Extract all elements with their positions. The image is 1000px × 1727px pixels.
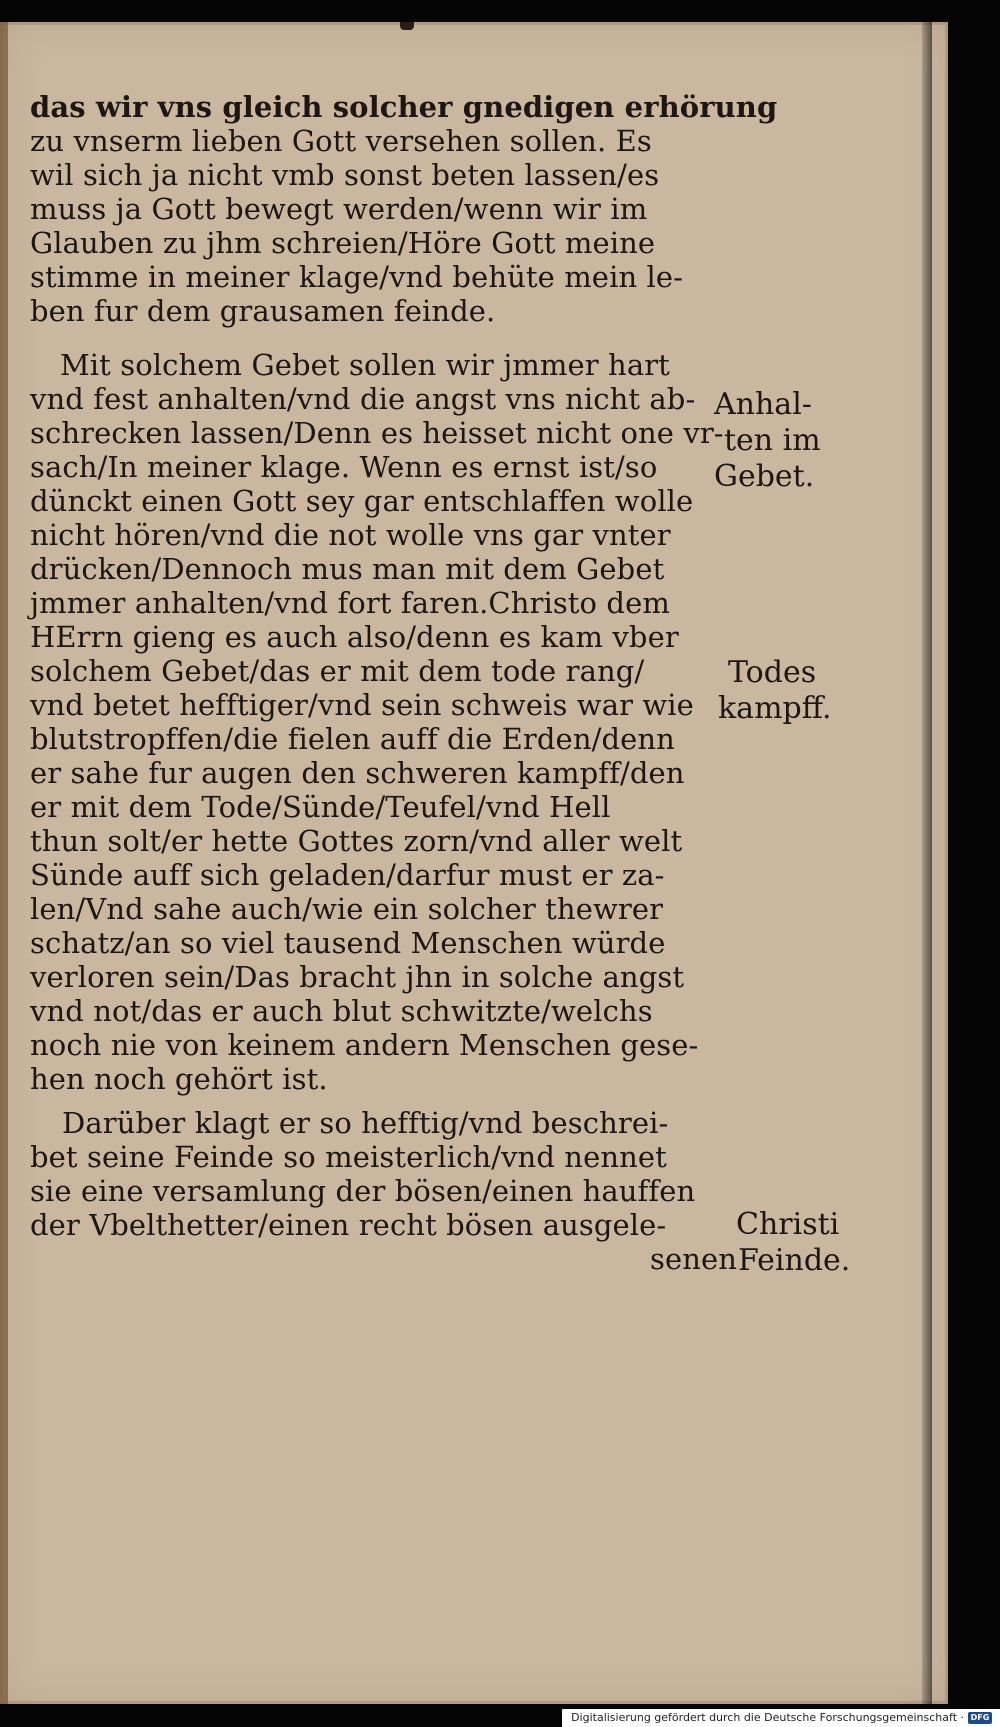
text-line: senen <box>650 1242 738 1276</box>
text-line: stimme in meiner klage/vnd behüte mein le- <box>30 260 684 294</box>
text-line: nicht hören/vnd die not wolle vns gar vnter <box>30 518 671 552</box>
margin-note: Gebet. <box>714 459 815 494</box>
scanned-page <box>0 22 948 1704</box>
margin-note: Anhal- <box>714 387 812 422</box>
text-line: jmmer anhalten/vnd fort faren.Christo dem <box>30 586 670 620</box>
page-top-mark <box>400 22 414 30</box>
margin-note: Christi <box>736 1207 840 1242</box>
margin-notes <box>714 388 914 1288</box>
text-line: HErrn gieng es auch also/denn es kam vber <box>30 620 679 654</box>
margin-note: Todes <box>728 655 817 690</box>
margin-note: ten im <box>724 423 821 458</box>
text-line: Darüber klagt er so hefftig/vnd beschrei- <box>62 1106 669 1140</box>
text-line: schatz/an so viel tausend Menschen würde <box>30 926 666 960</box>
text-line: thun solt/er hette Gottes zorn/vnd aller welt <box>30 824 683 858</box>
text-line: vnd not/das er auch blut schwitzte/welchs <box>30 994 653 1028</box>
page-edge <box>0 22 8 1704</box>
text-line: vnd betet hefftiger/vnd sein schweis war wie <box>30 688 694 722</box>
text-line: dünckt einen Gott sey gar entschlaffen wolle <box>30 484 694 518</box>
text-line: schrecken lassen/Denn es heisset nicht one vr- <box>30 416 724 450</box>
footer-credit <box>562 1709 1000 1727</box>
dfg-logo-icon: DFG <box>968 1712 992 1724</box>
text-line: ben fur dem grausamen feinde. <box>30 294 496 328</box>
text-line: len/Vnd sahe auch/wie ein solcher thewrer <box>30 892 664 926</box>
text-line: solchem Gebet/das er mit dem tode rang/ <box>30 654 645 688</box>
text-line: sach/In meiner klage. Wenn es ernst ist/so <box>30 450 658 484</box>
text-line: hen noch gehört ist. <box>30 1062 328 1096</box>
text-line: zu vnserm lieben Gott versehen sollen. Es <box>30 124 652 158</box>
text-line: sie eine versamlung der bösen/einen hauffen <box>30 1174 696 1208</box>
text-line: Glauben zu jhm schreien/Höre Gott meine <box>30 226 656 260</box>
text-line: wil sich ja nicht vmb sonst beten lassen/es <box>30 158 660 192</box>
text-line: Sünde auff sich geladen/darfur must er za- <box>30 858 665 892</box>
text-line: vnd fest anhalten/vnd die angst vns nicht ab- <box>30 382 696 416</box>
binding-shadow <box>922 22 932 1704</box>
margin-note: Feinde. <box>738 1243 851 1278</box>
text-line: noch nie von keinem andern Menschen gese- <box>30 1028 699 1062</box>
footer-text: Digitalisierung gefördert durch die Deutsche Forschungsgemeinschaft · <box>571 1711 964 1724</box>
text-line: er mit dem Tode/Sünde/Teufel/vnd Hell <box>30 790 611 824</box>
text-line: verloren sein/Das bracht jhn in solche angst <box>30 960 685 994</box>
text-line: muss ja Gott bewegt werden/wenn wir im <box>30 192 648 226</box>
margin-note: kampff. <box>718 691 832 726</box>
text-line: er sahe fur augen den schweren kampff/den <box>30 756 685 790</box>
text-line: Mit solchem Gebet sollen wir jmmer hart <box>60 348 670 382</box>
text-line: der Vbelthetter/einen recht bösen ausgele- <box>30 1208 667 1242</box>
text-line: bet seine Feinde so meisterlich/vnd nennet <box>30 1140 667 1174</box>
text-line: das wir vns gleich solcher gnedigen erhörung <box>30 90 778 124</box>
text-line: blutstropffen/die fielen auff die Erden/denn <box>30 722 675 756</box>
text-line: drücken/Dennoch mus man mit dem Gebet <box>30 552 665 586</box>
